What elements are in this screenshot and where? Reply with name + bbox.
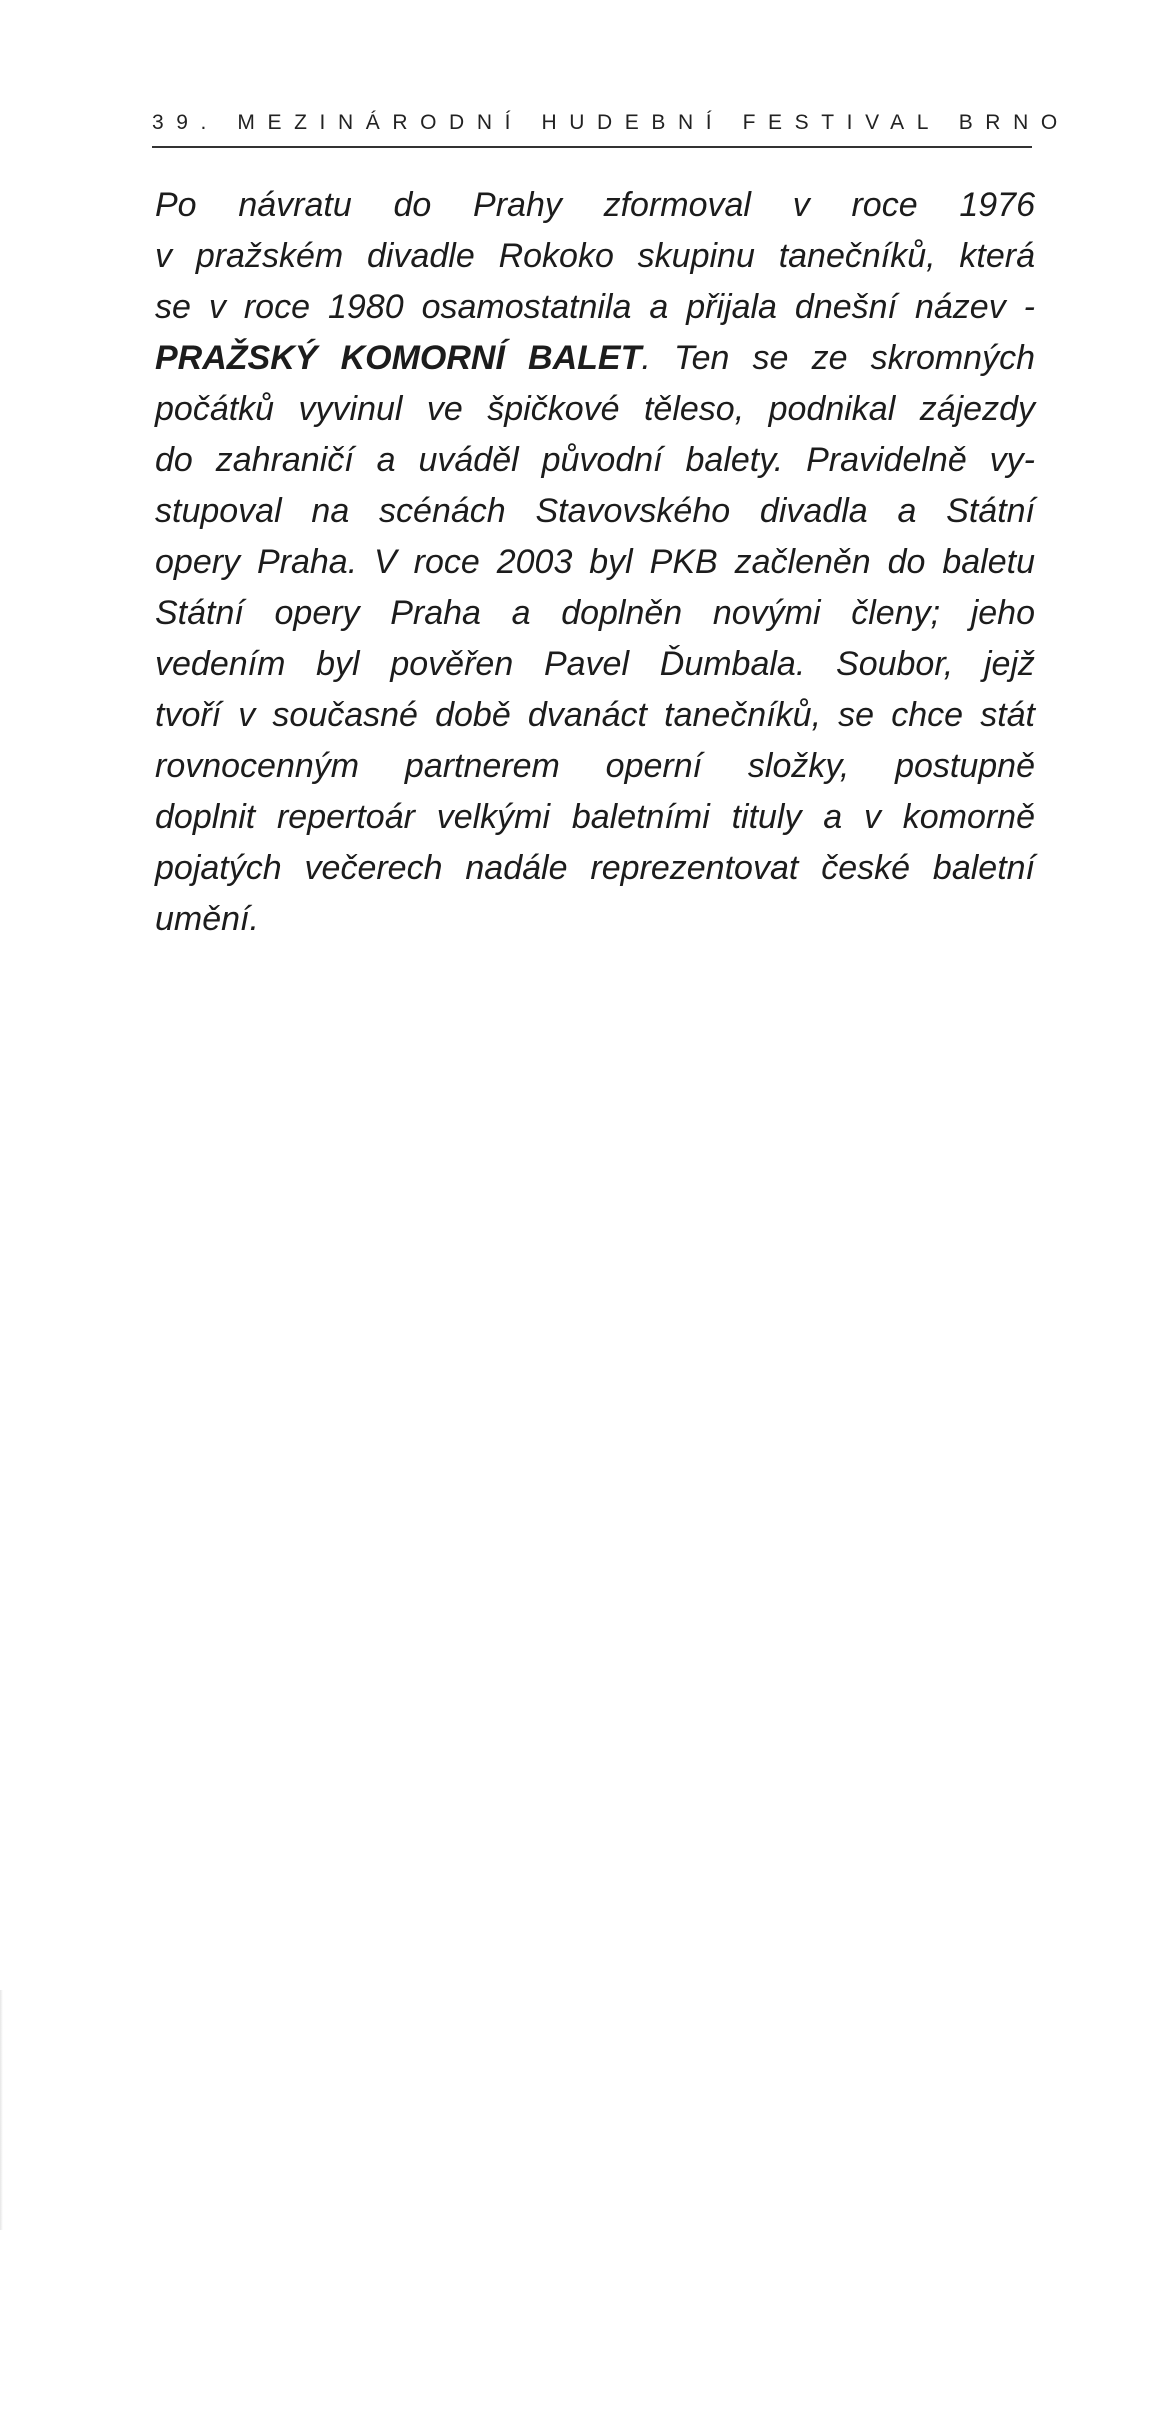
page-edge-shadow	[0, 1990, 3, 2230]
text-line-8: opery Praha. V roce 2003 byl PKB začleněn do baletu	[155, 543, 1035, 581]
text-line-9: Státní opery Praha a doplněn novými členy; jeho	[155, 594, 1035, 632]
body-paragraph	[155, 180, 1035, 945]
text-line-4-rest: . Ten se ze skromných	[641, 339, 1036, 377]
text-line-2: v pražském divadle Rokoko skupinu tanečníků, která	[155, 237, 1035, 275]
text-line-13: doplnit repertoár velkými baletními tituly a v komorně	[155, 798, 1035, 836]
text-line-6: do zahraničí a uváděl původní balety. Pravidelně vy-	[155, 441, 1035, 479]
header-rule	[152, 146, 1032, 148]
text-line-14: pojatých večerech nadále reprezentovat české baletní	[155, 849, 1035, 887]
header-title: 39. MEZINÁRODNÍ HUDEBNÍ FESTIVAL BRNO	[152, 111, 1070, 134]
ensemble-name: PRAŽSKÝ KOMORNÍ BALET	[155, 339, 642, 377]
text-line-3: se v roce 1980 osamostatnila a přijala dnešní název -	[155, 288, 1035, 326]
running-header	[152, 108, 1070, 152]
text-line-1: Po návratu do Prahy zformoval v roce 1976	[155, 186, 1035, 224]
text-line-11: tvoří v současné době dvanáct tanečníků, se chce stát	[155, 696, 1035, 734]
text-line-4	[155, 333, 1035, 384]
text-line-10: vedením byl pověřen Pavel Ďumbala. Soubor, jejž	[155, 645, 1035, 683]
text-line-7: stupoval na scénách Stavovského divadla a Státní	[155, 492, 1035, 530]
text-line-15: umění.	[155, 900, 259, 938]
text-line-5: počátků vyvinul ve špičkové těleso, podnikal zájezdy	[155, 390, 1035, 428]
text-line-12: rovnocenným partnerem operní složky, postupně	[155, 747, 1035, 785]
